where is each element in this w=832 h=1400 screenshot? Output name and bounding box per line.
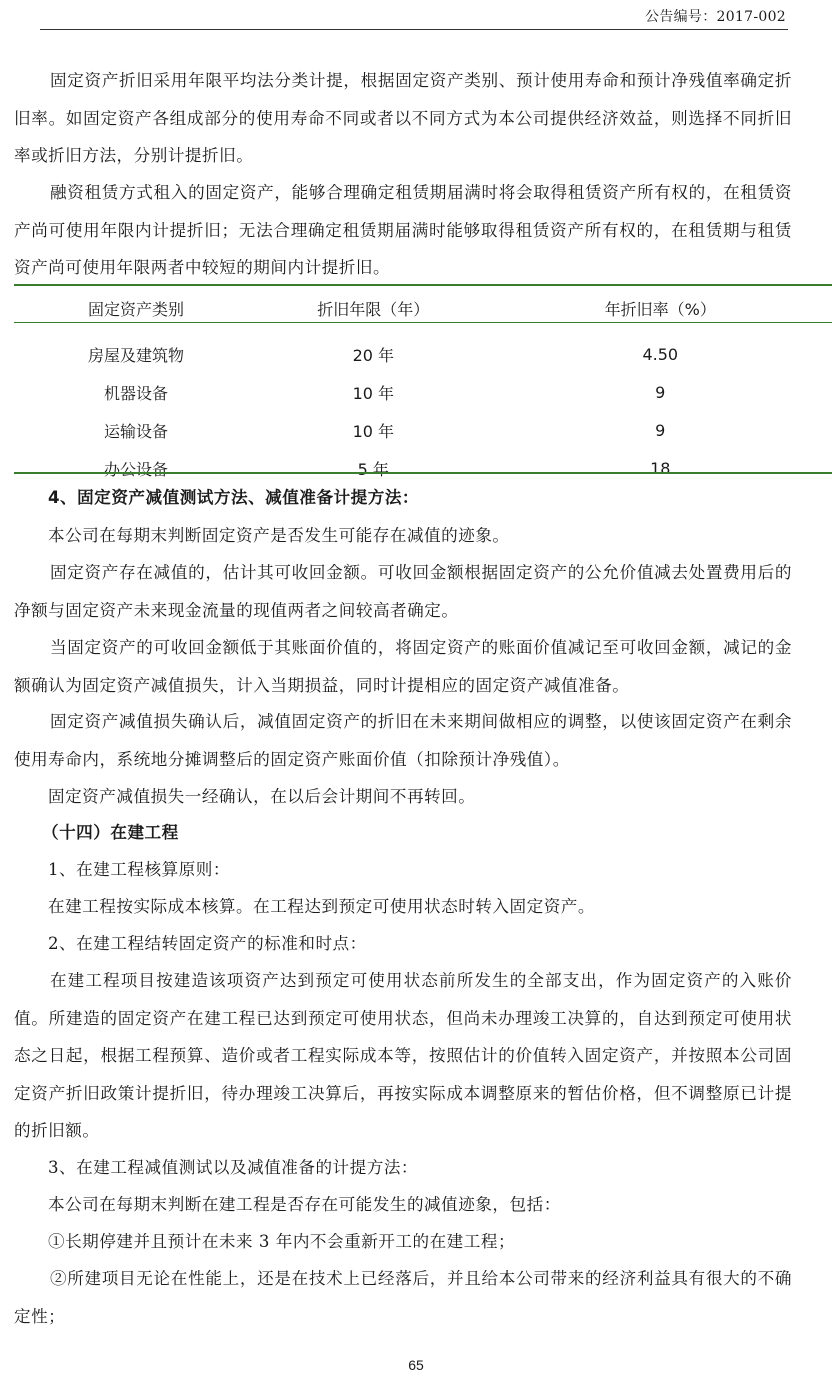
subsection-2-text: 在建工程项目按建造该项资产达到预定可使用状态前所发生的全部支出，作为固定资产的入账价值。所建造的固定资产在建工程已达到预定可使用状态，但尚未办理竣工决算的，自达到预定可使用状态之日起，根据工程预算、造价或者工程实际成本等，按照估计的价值转入固定资产，并按照本公司固定资产折旧政策计提折旧，待办理竣工决算后，再按实际成本调整原来的暂估价格，但不调整原已计提的折旧额。 xyxy=(14,971,792,1140)
subsection-2-heading: 2、在建工程结转固定资产的标准和时点： xyxy=(48,934,367,953)
cell-category: 办公设备 xyxy=(104,459,169,479)
column-header-category: 固定资产类别 xyxy=(88,299,185,319)
section-4-heading: 4、固定资产减值测试方法、减值准备计提方法： xyxy=(48,488,420,507)
section-14-heading: （十四）在建工程 xyxy=(42,823,179,842)
section-4-paragraph: 固定资产存在减值的，估计其可收回金额。可收回金额根据固定资产的公允价值减去处置费用后的净额与固定资产未来现金流量的现值两者之间较高者确定。 xyxy=(14,563,792,620)
column-header-rate: 年折旧率（%） xyxy=(604,299,716,319)
cell-years: 10 年 xyxy=(352,383,395,403)
table-top-rule xyxy=(14,284,832,286)
table-row xyxy=(14,373,832,411)
table-row xyxy=(14,411,832,449)
cell-category: 房屋及建筑物 xyxy=(88,345,185,365)
cell-category: 运输设备 xyxy=(104,421,169,441)
page-header xyxy=(0,0,832,32)
table-row xyxy=(14,335,832,373)
cell-rate: 18 xyxy=(650,458,671,478)
paragraph-finance-lease: 融资租赁方式租入的固定资产，能够合理确定租赁期届满时将会取得租赁资产所有权的，在租赁资产尚可使用年限内计提折旧；无法合理确定租赁期届满时能够取得租赁资产所有权的，在租赁期与租赁资产尚可使用年限两者中较短的期间内计提折旧。 xyxy=(14,183,792,277)
depreciation-table xyxy=(14,287,832,487)
cell-rate: 4.50 xyxy=(642,344,679,364)
section-4-paragraph: 固定资产减值损失确认后，减值固定资产的折旧在未来期间做相应的调整，以使该固定资产在剩余使用寿命内，系统地分摊调整后的固定资产账面价值（扣除预计净残值）。 xyxy=(14,712,792,769)
table-bottom-rule xyxy=(14,472,832,474)
page-number: 65 xyxy=(408,1357,424,1373)
section-4-paragraph: 固定资产减值损失一经确认，在以后会计期间不再转回。 xyxy=(48,787,476,806)
subsection-1-heading: 1、在建工程核算原则： xyxy=(48,860,230,879)
cell-years: 10 年 xyxy=(352,421,395,441)
subsection-1-text: 在建工程按实际成本核算。在工程达到预定可使用状态时转入固定资产。 xyxy=(48,897,595,916)
section-4-paragraph: 当固定资产的可收回金额低于其账面价值的，将固定资产的账面价值减记至可收回金额，减记的金额确认为固定资产减值损失，计入当期损益，同时计提相应的固定资产减值准备。 xyxy=(14,638,792,695)
list-item: ②所建项目无论在性能上，还是在技术上已经落后，并且给本公司带来的经济利益具有很大的不确定性； xyxy=(14,1269,792,1326)
cell-rate: 9 xyxy=(655,420,666,440)
cell-years: 20 年 xyxy=(352,345,395,365)
list-item: ①长期停建并且预计在未来 3 年内不会重新开工的在建工程； xyxy=(48,1232,516,1251)
subsection-3-text: 本公司在每期末判断在建工程是否存在可能发生的减值迹象，包括： xyxy=(48,1195,561,1214)
subsection-3-heading: 3、在建工程减值测试以及减值准备的计提方法： xyxy=(48,1158,419,1177)
cell-category: 机器设备 xyxy=(104,383,169,403)
section-4-paragraph: 本公司在每期末判断固定资产是否发生可能存在减值的迹象。 xyxy=(48,526,510,545)
table-header-rule xyxy=(14,322,832,323)
cell-rate: 9 xyxy=(655,382,666,402)
header-rule xyxy=(40,29,788,30)
announcement-number: 公告编号：2017-002 xyxy=(645,9,786,25)
column-header-years: 折旧年限（年） xyxy=(317,299,430,319)
cell-years: 5 年 xyxy=(357,459,389,479)
paragraph-depreciation-method: 固定资产折旧采用年限平均法分类计提，根据固定资产类别、预计使用寿命和预计净残值率确定折旧率。如固定资产各组成部分的使用寿命不同或者以不同方式为本公司提供经济效益，则选择不同折旧率或折旧方法，分别计提折旧。 xyxy=(14,71,792,165)
